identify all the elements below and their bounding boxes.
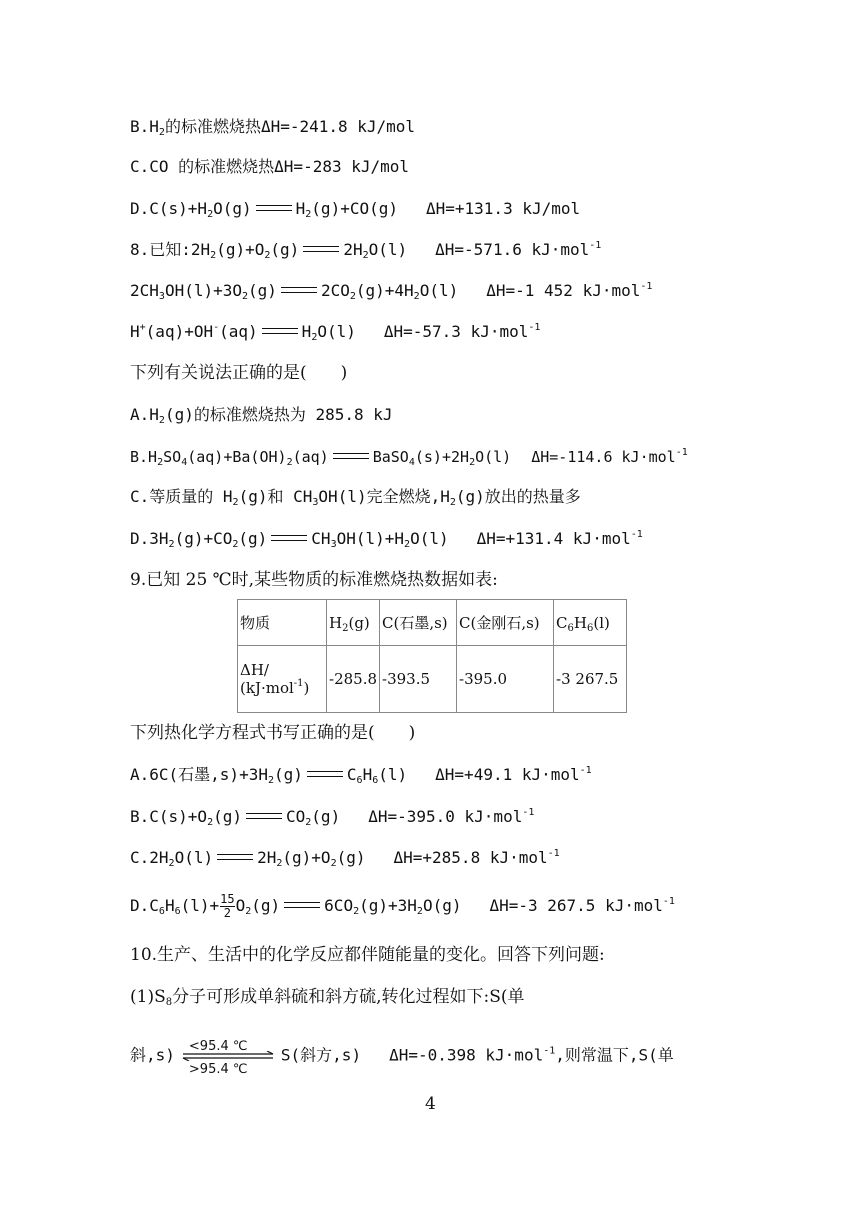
equals-sign [246,813,282,819]
question-10-part1-cont: 斜,s) <95.4 ℃ >95.4 ℃ S(斜方,s) ΔH=-0.398 kJ·mol$^{-1}$,则常温下,S(单 [130,1036,674,1076]
question-8-eq2: $2CH_3OH(l)+3O_2(g)$ $2CO_2(g)+4H_2O(l)$ ΔH=-1 452 kJ·mol$^{-1}$ [130,281,653,302]
table-header-row [238,600,627,646]
option-8d: $D.3H_2(g)+CO_2(g)$ $CH_3OH(l)+H_2O(l)$ ΔH=+131.4 kJ·mol$^{-1}$ [130,529,643,550]
equals-sign [217,854,253,860]
equals-sign [333,453,369,459]
equals-sign [256,205,292,211]
table-header-cell: C(金刚石,s) [457,600,554,646]
table-cell: -395.0 [457,646,554,713]
equals-sign [281,287,317,293]
question-8-eq1: 8.已知$:2H_2(g)+O_2(g)$ $2H_2O(l)$ ΔH=-571.6 kJ·mol$^{-1}$ [130,240,602,261]
table-cell: -393.5 [380,646,457,713]
question-10-part1: $(1)S_8$分子可形成单斜硫和斜方硫,转化过程如下:S(单 [130,987,525,1008]
option-9d: $D.C_6H_6(l)+$ $\frac{15}{2}$ $O_2(g)$ $6CO_2(g)+3H_2O(g)$ ΔH=-3 267.5 kJ·mol$^{-1}$ [130,892,675,920]
question-10-stem: 10.生产、生活中的化学反应都伴随能量的变化。回答下列问题: [130,945,605,965]
option-9c: $C.2H_2O(l)$ $2H_2(g)+O_2(g)$ ΔH=+285.8 kJ·mol$^{-1}$ [130,848,560,869]
table-header-cell: $C_6H_6(l)$ [554,600,627,646]
equals-sign [271,535,307,541]
option-8a: $A.H_2(g)$的标准燃烧热为 285.8 kJ [130,405,393,426]
option-7c: C.CO 的标准燃烧热ΔH=-283 kJ/mol [130,157,410,176]
option-9b: $B.C(s)+O_2(g)$ $CO_2(g)$ ΔH=-395.0 kJ·mol$^{-1}$ [130,807,535,828]
option-7d: $D.C(s)+H_2O(g)$ $H_2(g)+CO(g)$ ΔH=+131.3 kJ/mol [130,199,581,220]
question-9-prompt: 下列热化学方程式书写正确的是( ) [130,723,416,743]
option-8c: C.等质量的 $H_2(g)$和 $CH_3OH(l)$完全燃烧$,H_2(g)$放出的热量多 [130,487,581,508]
table-header-cell: $H_2(g)$ [327,600,380,646]
table-header-cell: 物质 [238,600,327,646]
table-row [238,646,627,713]
fraction-15-over-2: $\frac{15}{2}$ [220,892,235,920]
equals-sign [307,771,343,777]
equals-sign [303,246,339,252]
combustion-heat-table [237,599,627,713]
page-number: 4 [425,1094,436,1114]
option-9a: A.6C(石墨$,s)+3H_2(g)$ $C_6H_6(l)$ ΔH=+49.1 kJ·mol$^{-1}$ [130,765,592,786]
table-cell: -285.8 [327,646,380,713]
equals-sign [262,328,298,334]
equals-sign [284,902,320,908]
question-8-prompt: 下列有关说法正确的是( ) [130,363,348,383]
question-9-stem: 9.已知 25 ℃时,某些物质的标准燃烧热数据如表: [130,570,498,590]
table-header-cell: C(石墨,s) [380,600,457,646]
option-8b: $B.H_2SO_4(aq)+Ba(OH)_2(aq)$ $BaSO_4(s)+2H_2O(l)$ ΔH=-114.6 kJ·mol$^{-1}$ [130,447,688,468]
reversible-arrow: <95.4 ℃ >95.4 ℃ [179,1036,277,1076]
option-7b: $B.H_2$的标准燃烧热ΔH=-241.8 kJ/mol [130,117,416,138]
question-8-eq3: H+(aq)+OH-(aq) $H_2O(l)$ ΔH=-57.3 kJ·mol$^{-1}$ [130,322,541,343]
table-cell: -3 267.5 [554,646,627,713]
table-row-label: ΔH/ (kJ·mol$^{-1}$) [238,646,327,713]
